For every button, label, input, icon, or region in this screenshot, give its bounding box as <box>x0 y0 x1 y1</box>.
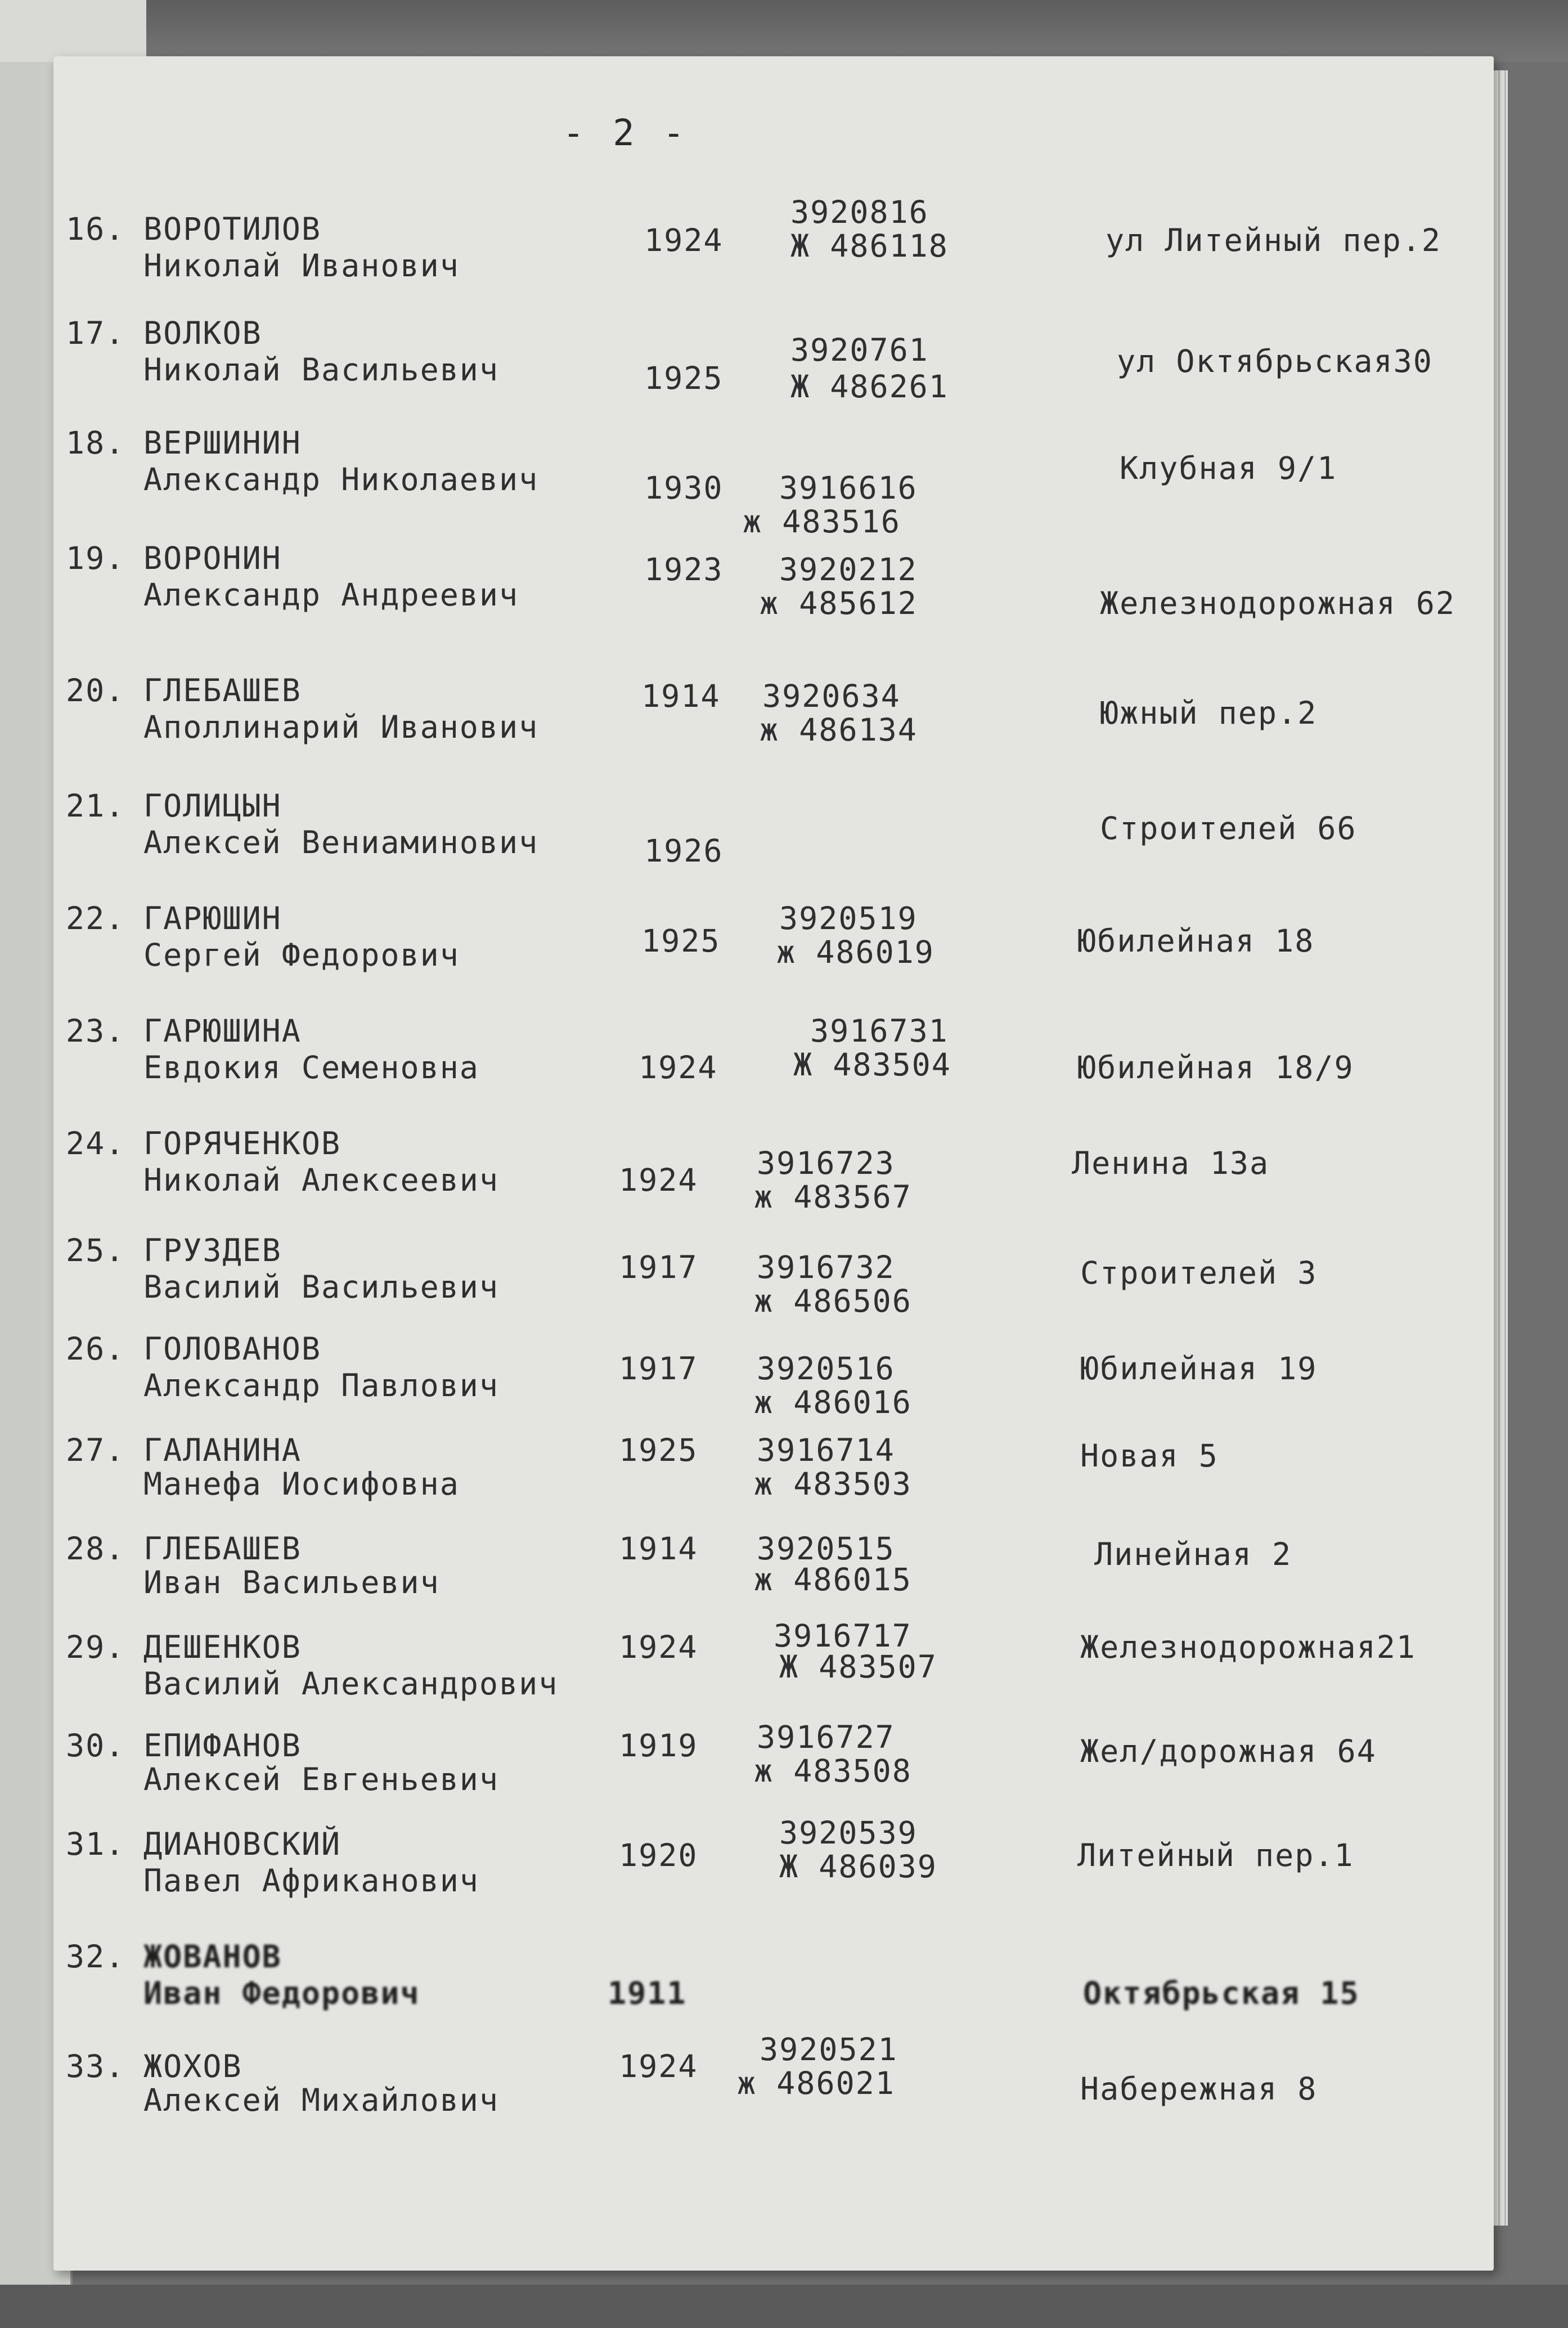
entry-given-names: Иван Васильевич <box>143 1564 440 1600</box>
entry-document-number: 3920521 <box>760 2031 898 2067</box>
entry-number: 26. <box>66 1331 125 1367</box>
scanner-backdrop <box>0 0 1568 62</box>
entry-birth-year: 1924 <box>644 222 724 258</box>
entry-birth-year: 1917 <box>619 1249 698 1285</box>
entry-document-number: 3916727 <box>757 1719 895 1755</box>
entry-surname: ДИАНОВСКИЙ <box>143 1826 342 1862</box>
entry-document-number: 3916616 <box>779 470 918 506</box>
entry-document-series: Ж 483504 <box>793 1047 951 1083</box>
entry-birth-year: 1914 <box>619 1531 698 1567</box>
entry-address: Юбилейная 18/9 <box>1077 1049 1354 1085</box>
entry-birth-year: 1925 <box>644 360 724 396</box>
entry-given-names: Алексей Михайлович <box>143 2082 500 2118</box>
entry-given-names: Алексей Евгеньевич <box>143 1761 500 1797</box>
entry-birth-year: 1924 <box>639 1049 718 1085</box>
entry-surname: ГРУЗДЕВ <box>143 1232 282 1268</box>
entry-address: Ленина 13а <box>1072 1145 1270 1181</box>
entry-document-number: 3916732 <box>757 1249 895 1285</box>
entry-address: Юбилейная 19 <box>1080 1351 1318 1387</box>
entry-document-number: 3916731 <box>810 1013 949 1049</box>
entry-document-number: 3920761 <box>790 332 929 368</box>
entry-birth-year: 1926 <box>644 833 724 869</box>
entry-number: 21. <box>66 788 125 824</box>
entry-given-names: Николай Алексеевич <box>143 1162 500 1198</box>
entry-address: Южный пер.2 <box>1100 695 1318 731</box>
entry-number: 29. <box>66 1629 125 1665</box>
entry-surname: ГАРЮШИН <box>143 900 282 936</box>
entry-birth-year: 1923 <box>644 551 724 587</box>
entry-surname: ГОЛОВАНОВ <box>143 1331 322 1367</box>
entry-address: Железнодорожная21 <box>1080 1629 1416 1665</box>
entry-surname: ВЕРШИНИН <box>143 425 302 461</box>
entry-number: 32. <box>66 1939 125 1975</box>
entry-number: 30. <box>66 1728 125 1764</box>
entry-given-names: Иван Федорович <box>143 1975 420 2011</box>
entry-number: 33. <box>66 2048 125 2084</box>
entry-given-names: Алексей Вениаминович <box>143 824 539 860</box>
entry-surname: ГЛЕБАШЕВ <box>143 1531 302 1567</box>
entry-number: 23. <box>66 1013 125 1049</box>
entry-address: Литейный пер.1 <box>1077 1837 1354 1873</box>
adjacent-sheet-corner <box>0 0 146 62</box>
entry-given-names: Василий Александрович <box>143 1666 559 1702</box>
entry-surname: ГЛЕБАШЕВ <box>143 672 302 708</box>
entry-number: 20. <box>66 672 125 708</box>
entry-document-number: 3920212 <box>779 551 918 587</box>
entry-birth-year: 1911 <box>608 1975 687 2011</box>
entry-address: ул Литейный пер.2 <box>1106 222 1441 258</box>
entry-document-number: 3920519 <box>779 900 918 936</box>
entry-document-series: ж 486134 <box>760 712 918 748</box>
entry-address: ул Октябрьская30 <box>1117 343 1433 379</box>
entry-address: Железнодорожная 62 <box>1100 585 1456 621</box>
entry-given-names: Аполлинарий Иванович <box>143 709 539 745</box>
entry-number: 16. <box>66 211 125 247</box>
entry-document-series: Ж 486118 <box>790 228 949 264</box>
entry-document-number: 3916717 <box>774 1618 912 1654</box>
entry-number: 25. <box>66 1232 125 1268</box>
entry-birth-year: 1924 <box>619 1162 698 1198</box>
entry-surname: ЖОХОВ <box>143 2048 242 2084</box>
entry-document-number: 3916714 <box>757 1432 895 1468</box>
entry-address: Клубная 9/1 <box>1120 450 1337 486</box>
entry-surname: ЖОВАНОВ <box>143 1939 282 1975</box>
entry-surname: ВОРОТИЛОВ <box>143 211 322 247</box>
entry-document-number: 3920516 <box>757 1351 895 1387</box>
entry-surname: ГАРЮШИНА <box>143 1013 302 1049</box>
entry-given-names: Александр Павлович <box>143 1367 500 1403</box>
entry-birth-year: 1925 <box>641 923 721 959</box>
entry-document-number: 3920816 <box>790 194 929 230</box>
entry-address: Новая 5 <box>1080 1438 1219 1474</box>
entry-given-names: Николай Васильевич <box>143 352 500 388</box>
entry-document-series: Ж 486261 <box>790 369 949 405</box>
entry-given-names: Павел Африканович <box>143 1863 479 1899</box>
entry-document-series: ж 486506 <box>754 1283 912 1319</box>
entry-document-series: ж 486015 <box>754 1562 912 1598</box>
entry-number: 18. <box>66 425 125 461</box>
entry-address: Линейная 2 <box>1094 1536 1292 1572</box>
entry-number: 28. <box>66 1531 125 1567</box>
entry-surname: ГАЛАНИНА <box>143 1432 302 1468</box>
page-number: - 2 - <box>563 113 688 154</box>
entry-given-names: Александр Андреевич <box>143 577 519 613</box>
entry-surname: ДЕШЕНКОВ <box>143 1629 302 1665</box>
entry-given-names: Николай Иванович <box>143 248 460 284</box>
entry-document-number: 3920634 <box>762 678 901 714</box>
entry-number: 19. <box>66 540 125 576</box>
entry-surname: ГОЛИЦЫН <box>143 788 282 824</box>
entry-number: 17. <box>66 315 125 351</box>
entry-document-series: ж 486019 <box>776 934 934 970</box>
entry-number: 24. <box>66 1125 125 1161</box>
entry-surname: ВОРОНИН <box>143 540 282 576</box>
entry-birth-year: 1924 <box>619 2048 698 2084</box>
entry-birth-year: 1924 <box>619 1629 698 1665</box>
entry-number: 27. <box>66 1432 125 1468</box>
entry-address: Юбилейная 18 <box>1077 923 1315 959</box>
entry-surname: ВОЛКОВ <box>143 315 262 351</box>
entry-given-names: Сергей Федорович <box>143 937 460 973</box>
entry-address: Строителей 3 <box>1080 1255 1318 1291</box>
entry-given-names: Александр Николаевич <box>143 461 539 497</box>
entry-birth-year: 1914 <box>641 678 721 714</box>
entry-number: 22. <box>66 900 125 936</box>
entry-given-names: Евдокия Семеновна <box>143 1049 479 1085</box>
entry-birth-year: 1930 <box>644 470 724 506</box>
entry-address: Жел/дорожная 64 <box>1080 1733 1377 1769</box>
entry-address: Строителей 66 <box>1100 810 1357 846</box>
entry-birth-year: 1920 <box>619 1837 698 1873</box>
entry-given-names: Манефа Иосифовна <box>143 1466 460 1502</box>
entry-document-series: ж 486021 <box>737 2065 895 2101</box>
entry-document-series: ж 486016 <box>754 1384 912 1420</box>
entry-surname: ЕПИФАНОВ <box>143 1728 302 1764</box>
entry-birth-year: 1925 <box>619 1432 698 1468</box>
entry-birth-year: 1919 <box>619 1728 698 1764</box>
entry-document-series: Ж 483507 <box>779 1649 937 1685</box>
entry-surname: ГОРЯЧЕНКОВ <box>143 1125 342 1161</box>
entry-document-series: ж 485612 <box>760 585 918 621</box>
entry-number: 31. <box>66 1826 125 1862</box>
entry-document-series: ж 483567 <box>754 1179 912 1215</box>
entry-given-names: Василий Васильевич <box>143 1269 500 1305</box>
entry-document-series: Ж 486039 <box>779 1849 937 1885</box>
entry-document-series: ж 483508 <box>754 1753 912 1789</box>
entry-document-number: 3916723 <box>757 1145 895 1181</box>
entry-document-number: 3920515 <box>757 1531 895 1567</box>
entry-document-number: 3920539 <box>779 1815 918 1851</box>
entry-birth-year: 1917 <box>619 1351 698 1387</box>
scanner-backdrop-bottom <box>0 2285 1568 2328</box>
document-page <box>53 56 1494 2271</box>
entry-address: Набережная 8 <box>1080 2071 1318 2107</box>
entry-address: Октябрьская 15 <box>1083 1975 1360 2011</box>
entry-document-series: ж 483503 <box>754 1466 912 1502</box>
entry-document-series: ж 483516 <box>743 504 901 540</box>
